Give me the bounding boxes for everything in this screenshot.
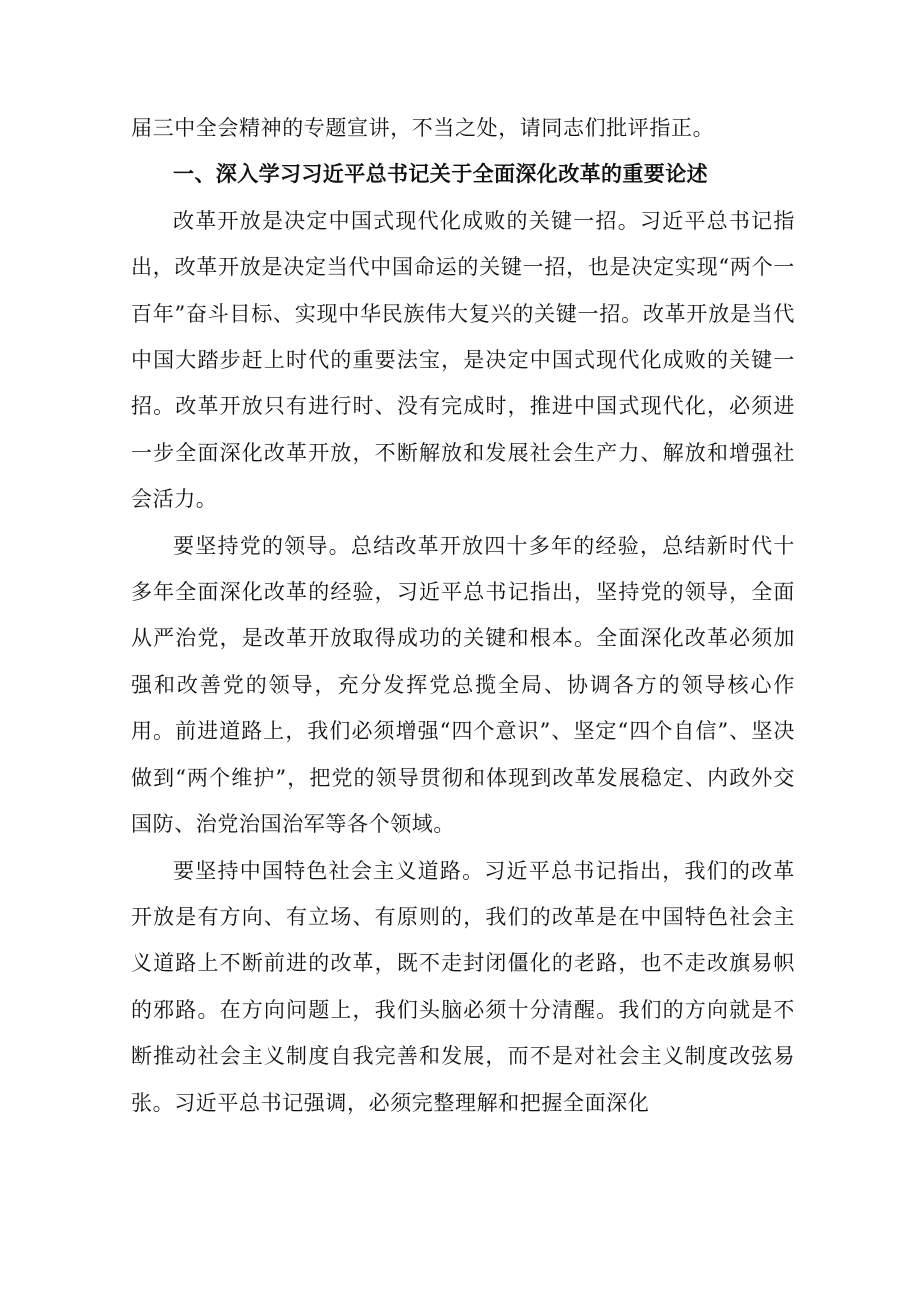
- section-heading: 一、深入学习习近平总书记关于全面深化改革的重要论述: [173, 162, 708, 187]
- body-paragraph-reform-key: 改革开放是决定中国式现代化成败的关键一招。习近平总书记指出，改革开放是决定当代中国命运的关键一招，也是决定实现“两个一百年”奋斗目标、实现中华民族伟大复兴的关键一招。改革开放是当代中国大踏步赶上时代的重要法宝，是决定中国式现代化成败的关键一招。改革开放只有进行时、没有完成时，推进中国式现代化，必须进一步全面深化改革开放，不断解放和发展社会生产力、解放和增强社会活力。: [131, 208, 795, 512]
- body-paragraph-socialist-road: 要坚持中国特色社会主义道路。习近平总书记指出，我们的改革开放是有方向、有立场、有原则的，我们的改革是在中国特色社会主义道路上不断前进的改革，既不走封闭僵化的老路，也不走改旗易帜的邪路。在方向问题上，我们头脑必须十分清醒。我们的方向就是不断推动社会主义制度自我完善和发展，而不是对社会主义制度改弦易张。习近平总书记强调，必须完整理解和把握全面深化: [131, 858, 795, 1115]
- body-paragraph-party-leadership: 要坚持党的领导。总结改革开放四十多年的经验，总结新时代十多年全面深化改革的经验，习近平总书记指出，坚持党的领导，全面从严治党，是改革开放取得成功的关键和根本。全面深化改革必须加强和改善党的领导，充分发挥党总揽全局、协调各方的领导核心作用。前进道路上，我们必须增强“四个意识”、坚定“四个自信”、坚决做到“两个维护”，把党的领导贯彻和体现到改革发展稳定、内政外交国防、治党治国治军等各个领域。: [131, 533, 795, 837]
- intro-tail-paragraph: 届三中全会精神的专题宣讲，不当之处，请同志们批评指正。: [131, 116, 715, 140]
- document-body: [131, 105, 795, 1126]
